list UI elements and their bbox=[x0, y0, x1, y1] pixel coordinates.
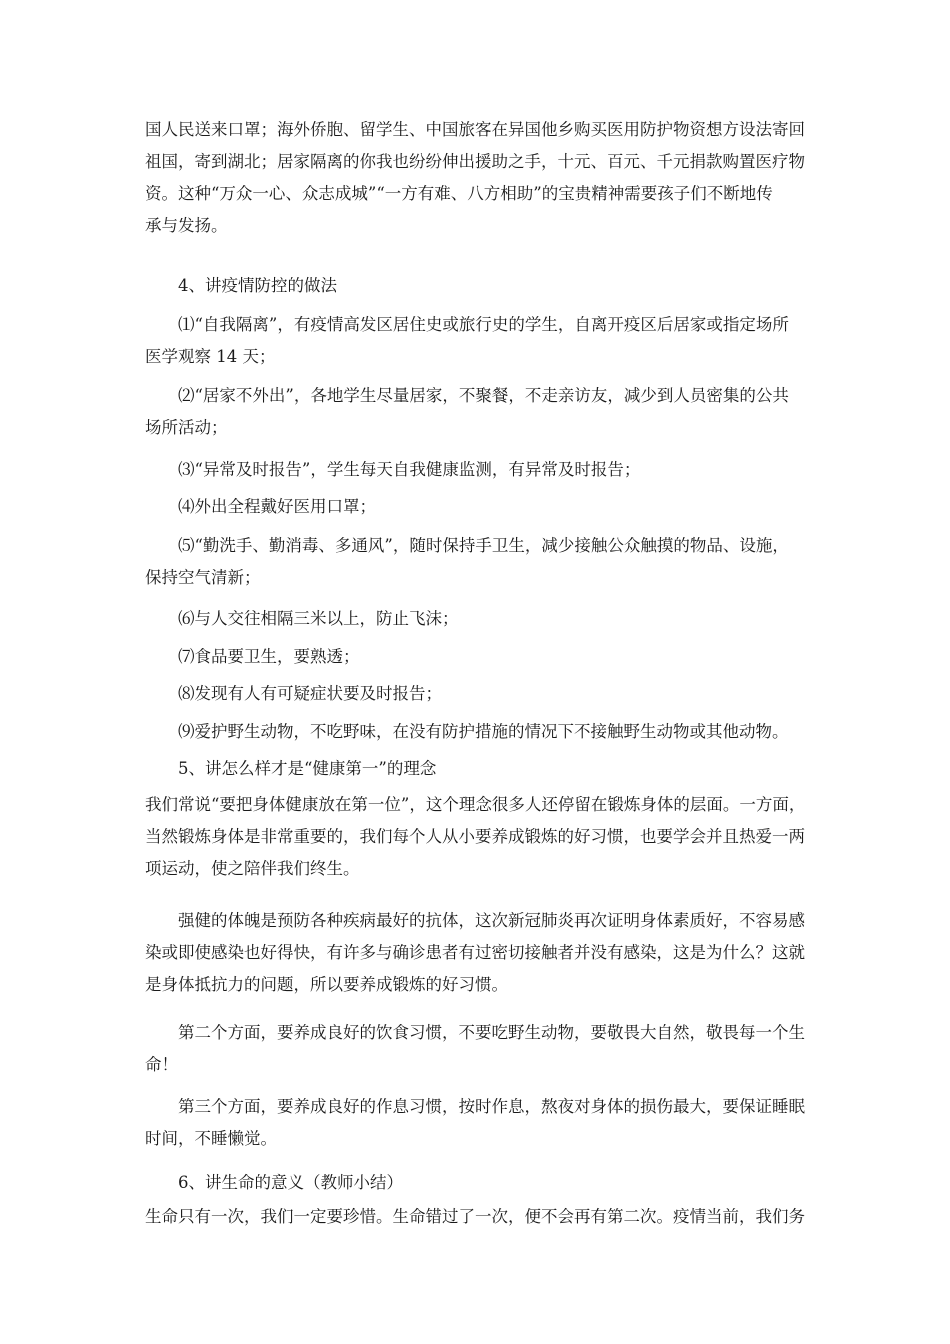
paragraph-strong-body bbox=[145, 905, 815, 1001]
list-item-3 bbox=[145, 454, 815, 486]
text-line: 我们常说“要把身体健康放在第一位”，这个理念很多人还停留在锻炼身体的层面。一方面， bbox=[145, 795, 806, 814]
list-item-text: ⑷外出全程戴好医用口罩； bbox=[178, 497, 376, 516]
list-item-text: ⑼爱护野生动物，不吃野味，在没有防护措施的情况下不接触野生动物或其他动物。 bbox=[178, 722, 789, 741]
paragraph-diet bbox=[145, 1017, 815, 1081]
list-item-1 bbox=[145, 309, 815, 373]
paragraph-health-first bbox=[145, 789, 815, 885]
section-heading: 4、讲疫情防控的做法 bbox=[178, 276, 337, 295]
section-heading: 5、讲怎么样才是“健康第一”的理念 bbox=[178, 759, 437, 778]
list-item-text: 医学观察 14 天； bbox=[145, 347, 276, 366]
list-item-6 bbox=[145, 603, 815, 635]
list-item-7 bbox=[145, 641, 815, 673]
text-line: 国人民送来口罩；海外侨胞、留学生、中国旅客在异国他乡购买医用防护物资想方设法寄回 bbox=[145, 120, 805, 139]
paragraph-public-support bbox=[145, 114, 815, 242]
text-line: 项运动，使之陪伴我们终生。 bbox=[145, 859, 360, 878]
text-line: 资。这种“万众一心、众志成城”“一方有难、八方相助”的宝贵精神需要孩子们不断地传 bbox=[145, 184, 773, 203]
list-item-text: 保持空气清新； bbox=[145, 568, 261, 587]
list-item-text: ⑸“勤洗手、勤消毒、多通风”，随时保持手卫生，减少接触公众触摸的物品、设施， bbox=[178, 536, 789, 555]
section-heading-6 bbox=[145, 1167, 815, 1199]
text-line: 承与发扬。 bbox=[145, 216, 228, 235]
text-line: 是身体抵抗力的问题，所以要养成锻炼的好习惯。 bbox=[145, 975, 508, 994]
list-item-text: ⑹与人交往相隔三米以上，防止飞沫； bbox=[178, 609, 459, 628]
list-item-9 bbox=[145, 716, 815, 748]
list-item-text: 场所活动； bbox=[145, 418, 228, 437]
section-heading: 6、讲生命的意义（教师小结） bbox=[178, 1173, 403, 1192]
text-line: 生命只有一次，我们一定要珍惜。生命错过了一次，便不会再有第二次。疫情当前，我们务 bbox=[145, 1207, 805, 1226]
text-line: 染或即使感染也好得快，有许多与确诊患者有过密切接触者并没有感染，这是为什么？这就 bbox=[145, 943, 805, 962]
text-line: 第二个方面，要养成良好的饮食习惯，不要吃野生动物，要敬畏大自然，敬畏每一个生 bbox=[178, 1023, 805, 1042]
text-line: 祖国，寄到湖北；居家隔离的你我也纷纷伸出援助之手，十元、百元、千元捐款购置医疗物 bbox=[145, 152, 805, 171]
list-item-text: ⑶“异常及时报告”，学生每天自我健康监测，有异常及时报告； bbox=[178, 460, 641, 479]
section-heading-4 bbox=[145, 270, 815, 302]
text-line: 第三个方面，要养成良好的作息习惯，按时作息，熬夜对身体的损伤最大，要保证睡眠 bbox=[178, 1097, 805, 1116]
text-line: 命！ bbox=[145, 1055, 178, 1074]
list-item-8 bbox=[145, 678, 815, 710]
list-item-text: ⑻发现有人有可疑症状要及时报告； bbox=[178, 684, 442, 703]
list-item-text: ⑺食品要卫生，要熟透； bbox=[178, 647, 360, 666]
text-line: 时间，不睡懒觉。 bbox=[145, 1129, 277, 1148]
list-item-5 bbox=[145, 530, 815, 594]
text-line: 当然锻炼身体是非常重要的，我们每个人从小要养成锻炼的好习惯，也要学会并且热爱一两 bbox=[145, 827, 805, 846]
list-item-text: ⑵“居家不外出”，各地学生尽量居家，不聚餐，不走亲访友，减少到人员密集的公共 bbox=[178, 386, 789, 405]
list-item-2 bbox=[145, 380, 815, 444]
text-line: 强健的体魄是预防各种疾病最好的抗体，这次新冠肺炎再次证明身体素质好，不容易感 bbox=[178, 911, 805, 930]
paragraph-meaning-of-life bbox=[145, 1201, 815, 1233]
paragraph-rest bbox=[145, 1091, 815, 1155]
list-item-4 bbox=[145, 491, 815, 523]
section-heading-5 bbox=[145, 753, 815, 785]
list-item-text: ⑴“自我隔离”，有疫情高发区居住史或旅行史的学生，自离开疫区后居家或指定场所 bbox=[178, 315, 789, 334]
